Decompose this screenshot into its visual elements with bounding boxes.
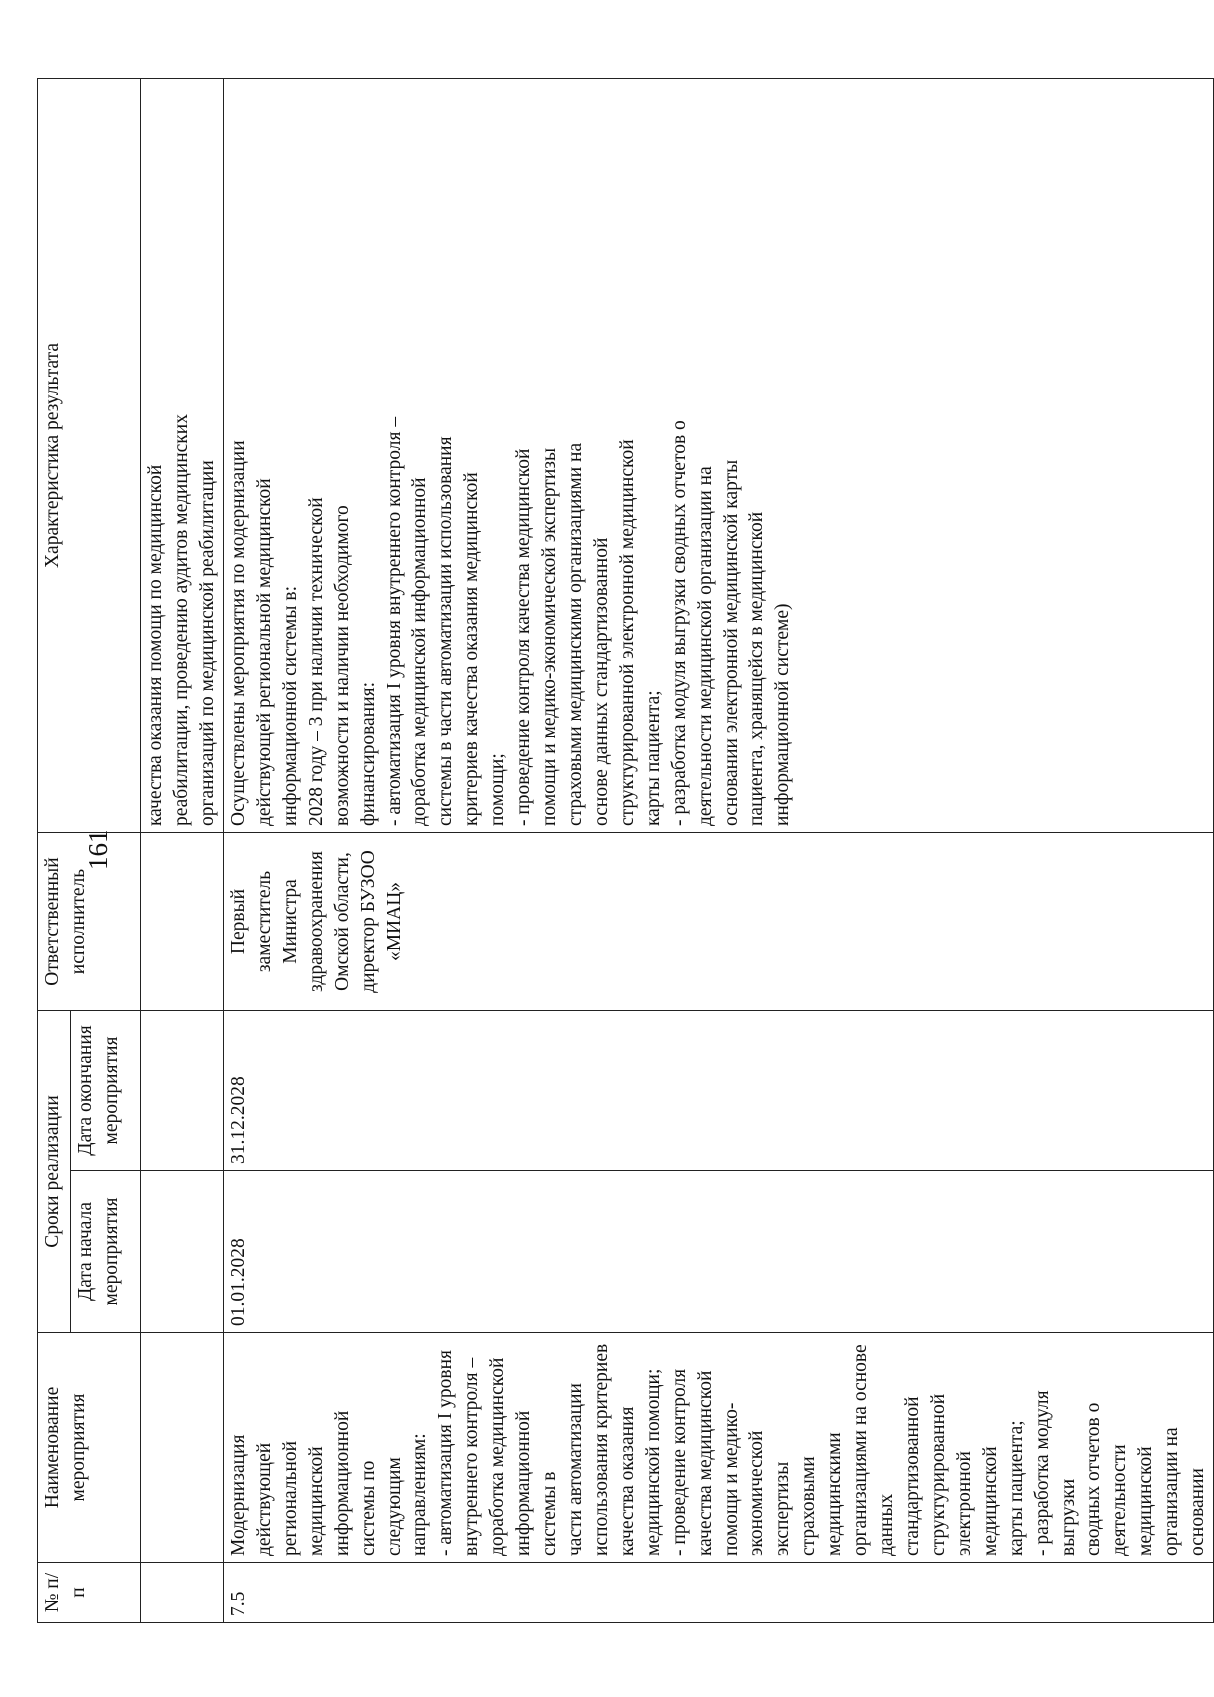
text-line: возможности и наличии необходимого	[331, 505, 353, 826]
page-number: 161	[83, 829, 113, 870]
cell-start-empty	[141, 1171, 224, 1333]
text-line: - разработка модуля выгрузки сводных отчетов о	[668, 420, 690, 826]
text-line: организации на основании	[1161, 1427, 1209, 1556]
text-line: Министра	[279, 879, 301, 964]
text-line: реабилитации, проведению аудитов медицинских	[170, 414, 192, 826]
text-line: информационной системе)	[772, 603, 794, 826]
cell-result-continued	[141, 79, 224, 833]
cell-end-empty	[141, 1011, 224, 1171]
text-line: экономической экспертизы	[746, 1430, 794, 1556]
text-line: Омской области,	[331, 852, 353, 991]
text-line: организаций по медицинской реабилитации	[196, 460, 218, 826]
header-terms: Сроки реализации	[38, 1011, 71, 1333]
text-line: доработка медицинской информационной	[409, 477, 431, 826]
header-responsible: Ответственный исполнитель	[38, 833, 141, 1011]
text-line: «МИАЦ»	[383, 881, 405, 962]
text-line: доработка медицинской	[487, 1357, 509, 1556]
cell-result	[224, 79, 1214, 833]
text-line: Первый	[228, 888, 249, 955]
text-line: качества оказания	[616, 1406, 638, 1556]
header-result: Характеристика результата	[38, 79, 141, 833]
text-line: страховыми медицинскими	[798, 1432, 846, 1556]
cell-end-date: 31.12.2028	[224, 1011, 1214, 1171]
text-line: действующей региональной медицинской	[253, 478, 275, 826]
cell-start-date: 01.01.2028	[224, 1171, 1214, 1333]
text-line: организациями на основе	[850, 1344, 872, 1556]
text-line: - проведение контроля качества медицинской	[513, 448, 535, 826]
text-line: внутреннего контроля –	[461, 1357, 483, 1556]
activities-table	[37, 78, 1214, 1623]
text-line: - автоматизация I уровня внутреннего контроля –	[383, 416, 405, 826]
text-line: Модернизация действующей	[228, 1434, 275, 1556]
text-line: структурированной	[927, 1393, 949, 1556]
table-row-7-5	[224, 79, 1214, 1623]
text-line: информационной системы по	[331, 1410, 379, 1556]
cell-responsible-empty	[141, 833, 224, 1011]
text-line: информационной системы в:	[279, 586, 301, 826]
rotated-sheet	[37, 77, 1209, 1623]
text-line: финансирования:	[357, 681, 379, 826]
cell-num-empty	[141, 1563, 224, 1623]
header-name: Наименование мероприятия	[38, 1333, 141, 1563]
text-line: директор БУЗОО	[357, 850, 379, 993]
text-line: страховыми медицинскими организациями на	[564, 442, 586, 826]
text-line: здравоохранения	[305, 851, 327, 992]
text-line: электронной медицинской	[953, 1446, 1001, 1556]
text-line: медицинской помощи;	[642, 1368, 664, 1556]
header-start: Дата начала мероприятия	[71, 1171, 141, 1333]
text-line: качества медицинской	[694, 1370, 716, 1556]
text-line: заместитель	[253, 870, 275, 973]
text-line: деятельности медицинской	[1109, 1444, 1157, 1556]
text-line: сводных отчетов о	[1083, 1402, 1105, 1556]
text-line: Осуществлены мероприятия по модернизации	[228, 440, 249, 826]
text-line: региональной медицинской	[279, 1440, 327, 1556]
header-row-1	[38, 79, 71, 1623]
text-line: основании электронной медицинской карты	[720, 459, 742, 826]
text-line: деятельности медицинской организации на	[694, 466, 716, 826]
text-line: информационной системы в	[513, 1410, 561, 1556]
text-line: качества оказания помощи по медицинской	[145, 464, 166, 826]
text-line: - автоматизация I уровня	[435, 1349, 457, 1556]
text-line: следующим направлениям:	[383, 1433, 431, 1556]
text-line: помощи и медико-	[720, 1402, 742, 1556]
text-line: помощи;	[487, 753, 509, 826]
cell-name	[224, 1333, 1214, 1563]
table-row-continued	[141, 79, 224, 1623]
text-line: пациента, хранящейся в медицинской	[746, 511, 768, 826]
header-num: № п/п	[38, 1563, 141, 1623]
text-line: основе данных стандартизованной	[590, 537, 612, 826]
text-line: критериев качества оказания медицинской	[461, 472, 483, 826]
text-line: карты пациента;	[642, 690, 664, 826]
text-line: - проведение контроля	[668, 1368, 690, 1556]
text-line: карты пациента;	[1005, 1420, 1027, 1556]
text-line: 2028 году – 3 при наличии технической	[305, 497, 327, 826]
text-line: помощи и медико-экономической экспертизы	[539, 447, 561, 826]
text-line: системы в части автоматизации использования	[435, 436, 457, 826]
text-line: данных стандартизованной	[876, 1396, 923, 1556]
cell-num: 7.5	[224, 1563, 1214, 1623]
cell-name-empty	[141, 1333, 224, 1563]
text-line: структурированной электронной медицинской	[616, 439, 638, 826]
text-line: - разработка модуля выгрузки	[1031, 1390, 1079, 1556]
text-line: части автоматизации	[564, 1383, 586, 1556]
text-line: использования критериев	[590, 1343, 612, 1556]
header-end: Дата окончания мероприятия	[71, 1011, 141, 1171]
cell-responsible	[224, 833, 1214, 1011]
